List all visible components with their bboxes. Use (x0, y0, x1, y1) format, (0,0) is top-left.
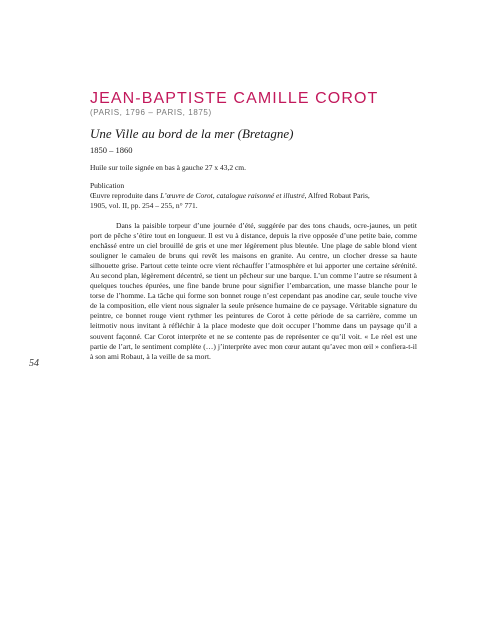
publication-prefix: Œuvre reproduite dans (90, 191, 161, 200)
publication-suffix: , Alfred Robaut Paris, (304, 191, 370, 200)
work-medium: Huile sur toile signée en bas à gauche 27 x 43,2 cm. (90, 163, 246, 172)
publication-book-title: L’œuvre de Corot, catalogue raisonné et illustré (160, 191, 305, 200)
work-years: 1850 – 1860 (90, 145, 133, 155)
page-number: 54 (29, 358, 39, 369)
artist-name: JEAN-BAPTISTE CAMILLE COROT (90, 90, 379, 107)
publication-heading: Publication (90, 181, 125, 190)
publication-block (90, 181, 420, 211)
publication-line-1 (90, 191, 420, 201)
publication-line-2: 1905, vol. II, pp. 254 – 255, n° 771. (90, 201, 198, 210)
work-title: Une Ville au bord de la mer (Bretagne) (90, 126, 294, 141)
artist-dates: (PARIS, 1796 – PARIS, 1875) (90, 108, 212, 117)
essay-paragraph: Dans la paisible torpeur d’une journée d’été, suggérée par des tons chauds, ocre-jaunes, un petit port de pêche s’étire tout en longueur. Il est vu à distance, depuis la rive opposée d’une petite baie, comme enchâssé entre un ciel brouillé de gris et une mer légèrement plus bleutée. Une plage de sable blond vient souligner le camaïeu de bruns qui revêt les maisons en granite. Au centre, un clocher dresse sa haute silhouette grise. Partout cette teinte ocre vient réchauffer l’atmosphère et lui apporter une certaine sérénité. Au second plan, légèrement décentré, se tient un pêcheur sur une barque. L’un comme l’autre se résument à quelques touches épurées, une fine bande brune pour signifier l’embarcation, une masse blanche pour le torse de l’homme. La tâche qui forme son bonnet rouge n’est cependant pas anodine car, seule touche vive de la composition, elle vient nous signaler la seule présence humaine de ce paysage. Véritable signature du peintre, ce bonnet rouge vient rythmer les peintures de Corot à cette période de sa carrière, comme un leitmotiv nous invitant à réfléchir à la place modeste que doit occuper l’homme dans un paysage qu’il a souvent façonné. Car Corot interprète et ne se contente pas de représenter ce qu’il voit. « Le réel est une partie de l’art, le sentiment complète (…) j’interprète avec mon cœur autant qu’avec mon œil » confiera-t-il à son ami Robaut, à la veille de sa mort. (90, 221, 417, 361)
